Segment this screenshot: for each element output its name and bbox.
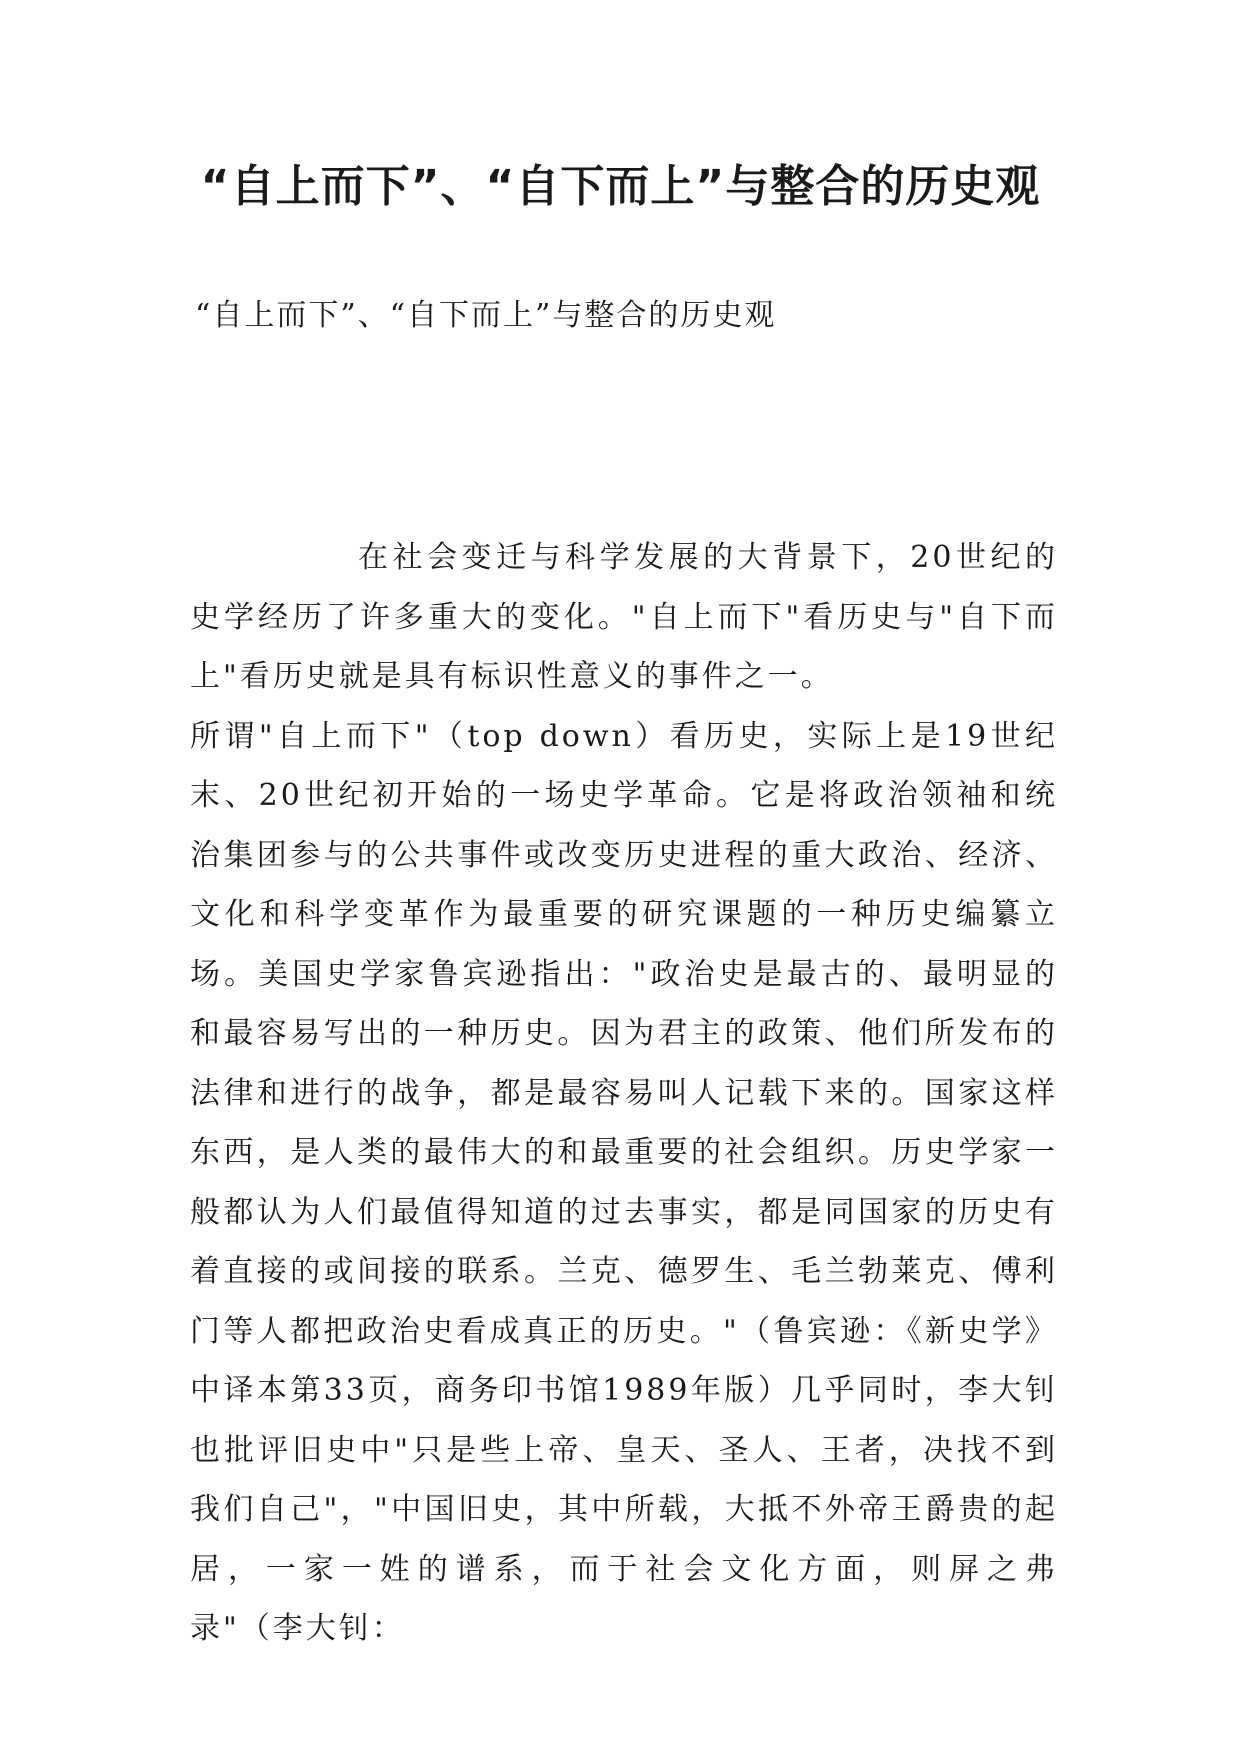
paragraph: 在社会变迁与科学发展的大背景下，20世纪的史学经历了许多重大的变化。"自上而下"看历史与"自下而上"看历史就是具有标识性意义的事件之一。 [190, 540, 1058, 694]
paragraph: 所谓"自上而下"（top down）看历史，实际上是19世纪末、20世纪初开始的一场史学革命。它是将政治领袖和统治集团参与的公共事件或改变历史进程的重大政治、经济、文化和科学变革作为最重要的研究课题的一种历史编纂立场。美国史学家鲁宾逊指出："政治史是最古的、最明显的和最容易写出的一种历史。因为君主的政策、他们所发布的法律和进行的战争，都是最容易叫人记载下来的。国家这样东西，是人类的最伟大的和最重要的社会组织。历史学家一般都认为人们最值得知道的过去事实，都是同国家的历史有着直接的或间接的联系。兰克、德罗生、毛兰勃莱克、傅利门等人都把政治史看成真正的历史。"（鲁宾逊：《新史学》中译本第33页，商务印书馆1989年版）几乎同时，李大钊也批评旧史中"只是些上帝、皇天、圣人、王者，决找不到我们自己"，"中国旧史，其中所载，大抵不外帝王爵贵的起居，一家一姓的谱系，而于社会文化方面，则屏之弗录"（李大钊： [190, 718, 1058, 1646]
document-title: “自上而下”、“自下而上”与整合的历史观 [200, 161, 1041, 212]
document-body [190, 528, 1058, 1659]
document-subtitle: “自上而下”、“自下而上”与整合的历史观 [195, 298, 777, 333]
